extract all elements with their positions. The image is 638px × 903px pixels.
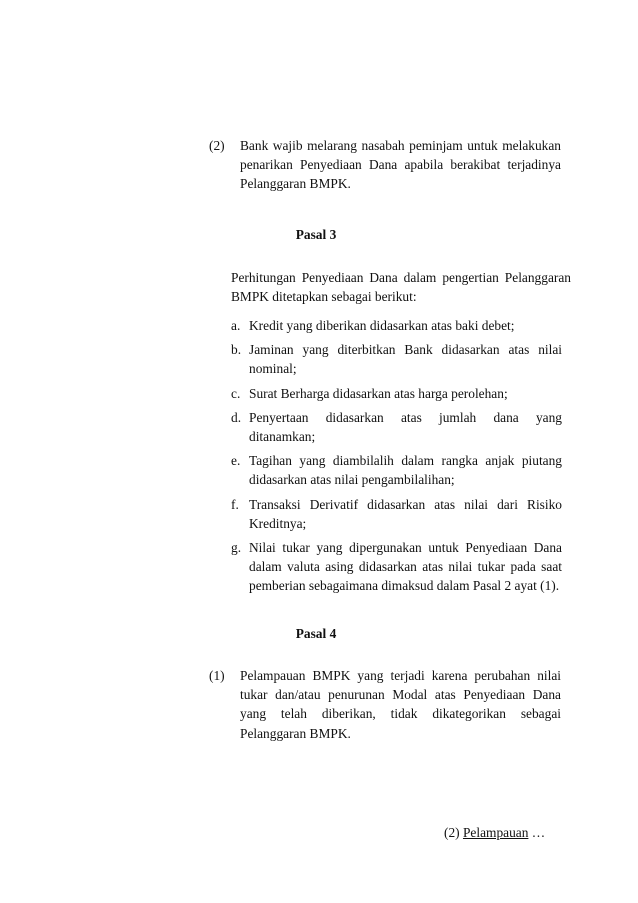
list-marker: a. — [231, 318, 241, 333]
list-marker: f. — [231, 496, 239, 512]
list-item-b — [231, 340, 562, 378]
list-item-c — [231, 384, 562, 403]
list-item-g — [231, 538, 562, 596]
pasal-3-intro: Perhitungan Penyediaan Dana dalam pengertian Pelanggaran BMPK ditetapkan sebagai berikut: — [231, 270, 571, 305]
paragraph-1-pasal-4 — [209, 666, 561, 743]
pasal-3-item-list — [231, 316, 562, 601]
list-item-f — [231, 495, 562, 533]
list-item-text: Jaminan yang diterbitkan Bank didasarkan atas nilai nominal; — [249, 342, 562, 377]
list-item-text: Kredit yang diberikan didasarkan atas baki debet; — [249, 318, 515, 333]
paragraph-number: (2) — [209, 138, 225, 153]
paragraph-text: Pelampauan BMPK yang terjadi karena perubahan nilai tukar dan/atau penurunan Modal atas Penyediaan Dana yang telah diberikan, tidak dikategorikan sebagai Pelanggaran BMPK. — [240, 668, 561, 741]
list-item-a — [231, 316, 562, 335]
list-item-d — [231, 408, 562, 446]
list-item-e — [231, 451, 562, 489]
list-marker: c. — [231, 385, 241, 401]
list-item-text: Tagihan yang diambilalih dalam rangka anjak piutang didasarkan atas nilai pengambilalihan; — [249, 453, 562, 488]
pasal-3-heading: Pasal 3 — [295, 227, 337, 242]
paragraph-text: Bank wajib melarang nasabah peminjam untuk melakukan penarikan Penyediaan Dana apabila berakibat terjadinya Pelanggaran BMPK. — [240, 138, 561, 192]
continuation-word: Pelampauan — [462, 825, 529, 840]
list-item-text: Nilai tukar yang dipergunakan untuk Penyediaan Dana dalam valuta asing didasarkan atas nilai tukar pada saat pemberian sebagaimana dimaksud dalam Pasal 2 ayat (1). — [249, 540, 562, 594]
list-item-text: Surat Berharga didasarkan atas harga perolehan; — [249, 385, 508, 401]
paragraph-number: (1) — [209, 668, 225, 683]
continuation-suffix: … — [528, 825, 546, 840]
list-marker: e. — [231, 453, 241, 469]
list-marker: b. — [231, 342, 242, 358]
list-item-text: Penyertaan didasarkan atas jumlah dana yang ditanamkan; — [249, 409, 562, 445]
continuation-prefix: (2) — [444, 825, 463, 840]
pasal-4-heading: Pasal 4 — [295, 626, 337, 641]
paragraph-2-upper — [209, 136, 561, 194]
list-marker: g. — [231, 540, 242, 556]
list-marker: d. — [231, 409, 242, 425]
list-item-text: Transaksi Derivatif didasarkan atas nilai dari Risiko Kreditnya; — [249, 496, 562, 531]
continuation-reference — [444, 823, 584, 842]
